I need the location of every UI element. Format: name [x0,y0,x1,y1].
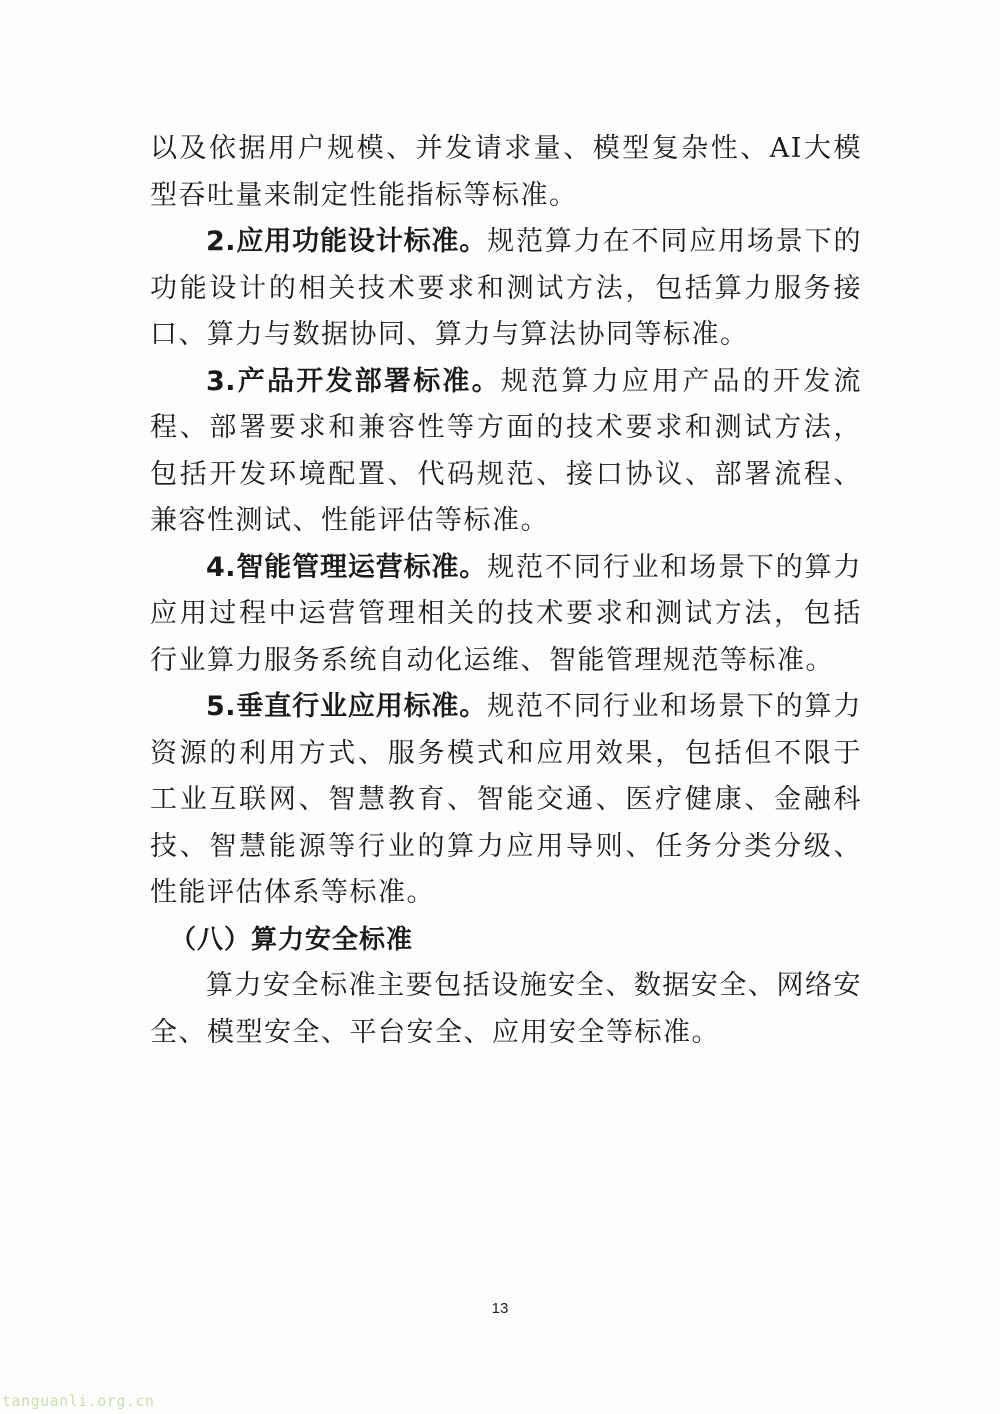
paragraph-text: 规范不同行业和场景下的算力资源的利用方式、服务模式和应用效果，包括但不限于工业互联网、智慧教育、智能交通、医疗健康、金融科技、智慧能源等行业的算力应用导则、任务分类分级、性能评估体系等标准。 [150,691,863,908]
paragraph-text: 规范算力应用产品的开发流程、部署要求和兼容性等方面的技术要求和测试方法，包括开发环境配置、代码规范、接口协议、部署流程、兼容性测试、性能评估等标准。 [150,365,863,536]
page-number: 13 [491,1300,509,1317]
paragraph-lead: 4.智能管理运营标准。 [206,551,488,583]
body-text [150,126,862,1056]
paragraph-lead: 2.应用功能设计标准。 [206,226,488,257]
watermark: tanguanli.org.cn [2,1392,155,1410]
paragraph-vertical-industry [150,684,862,917]
paragraph-continuation [150,126,862,219]
paragraph-text: 算力安全标准主要包括设施安全、数据安全、网络安全、模型安全、平台安全、应用安全等标准。 [150,970,862,1048]
paragraph-product-dev-deployment [150,359,862,545]
paragraph-text: 规范不同行业和场景下的算力应用过程中运营管理相关的技术要求和测试方法，包括行业算力服务系统自动化运维、智能管理规范等标准。 [150,551,863,676]
paragraph-text: 规范算力在不同应用场景下的功能设计的相关技术要求和测试方法，包括算力服务接口、算力与数据协同、算力与算法协同等标准。 [150,226,863,350]
paragraph-application-function-design [150,219,862,359]
paragraph-intelligent-operations [150,545,862,685]
section-heading: （八）算力安全标准 [170,924,414,955]
section-paragraph [150,963,862,1056]
paragraph-lead: 3.产品开发部署标准。 [206,365,501,397]
paragraph-text: 以及依据用户规模、并发请求量、模型复杂性、AI大模型吞吐量来制定性能指标等标准。 [150,133,862,211]
paragraph-lead: 5.垂直行业应用标准。 [206,691,488,722]
